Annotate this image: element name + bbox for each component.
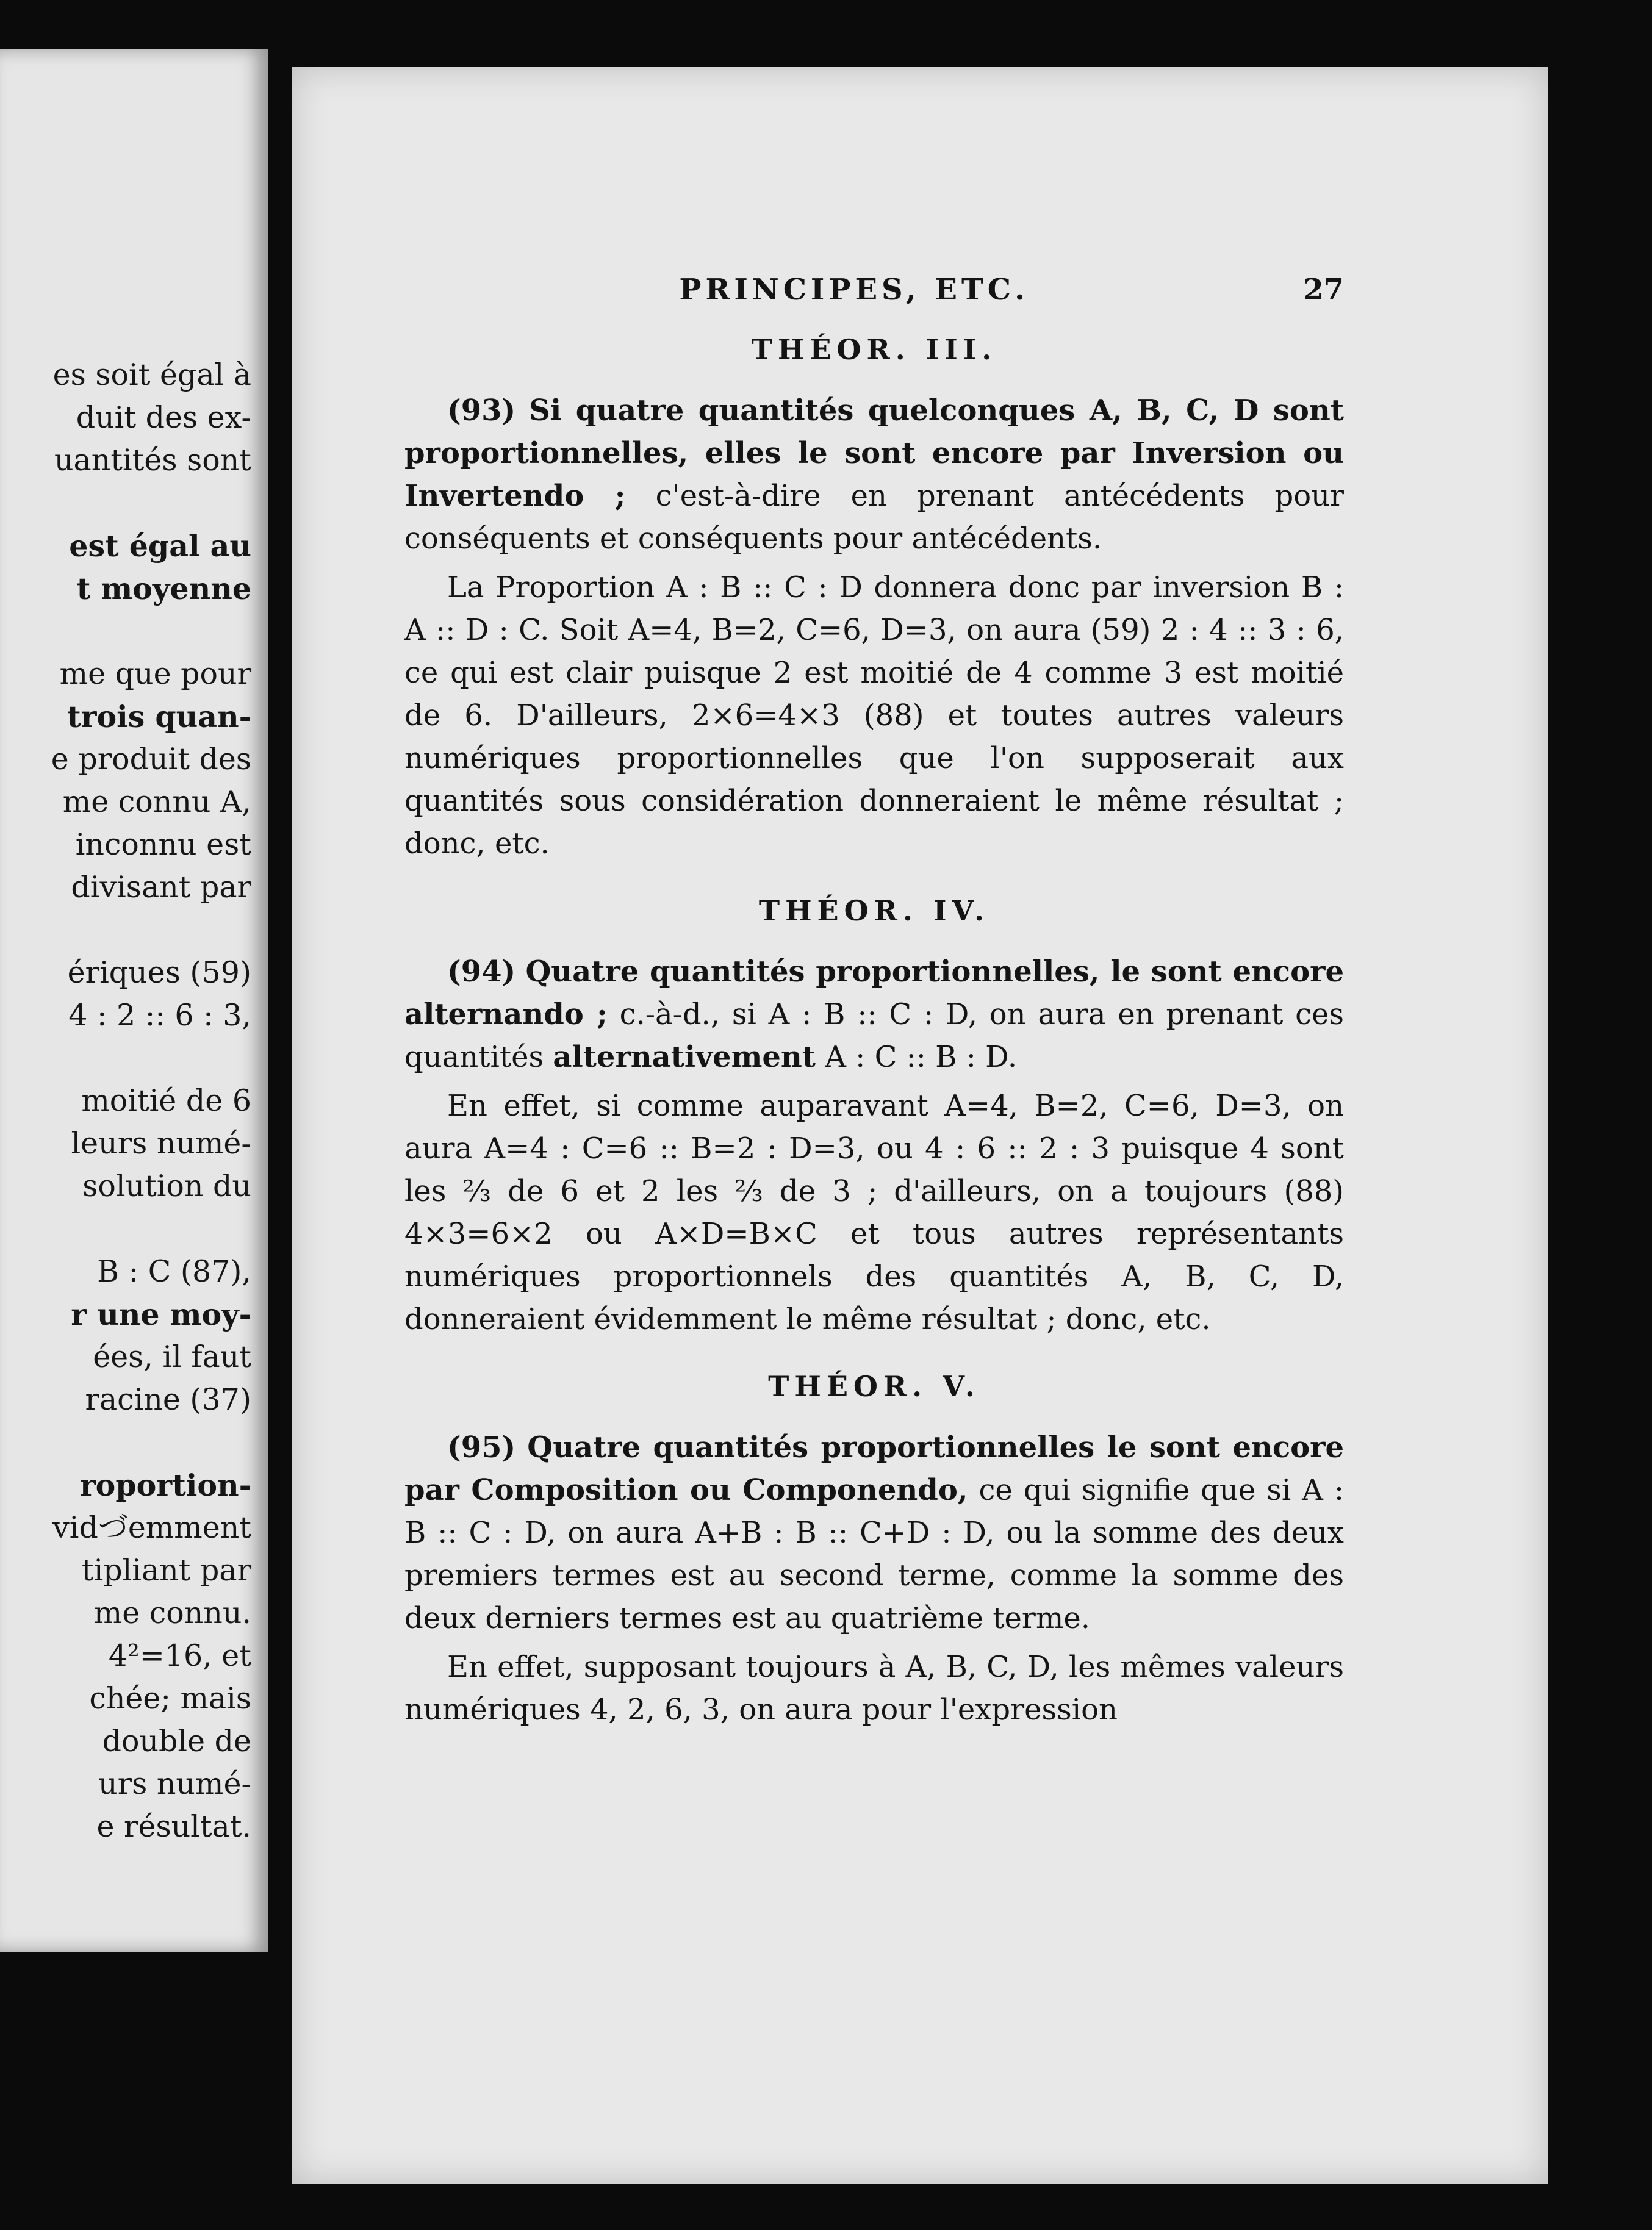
statement-text: c.-à-d., si A : B :: C : D, on aura en prenant ces quantités <box>404 997 1345 1074</box>
paragraph-number: (94) <box>447 955 516 989</box>
left-page-line: chée; mais <box>89 1681 251 1716</box>
statement-bold: Quatre quantités proportionnelles le sont encore par Composition ou Componendo, <box>404 1430 1344 1507</box>
left-page-line: e résultat. <box>96 1809 251 1844</box>
statement-bold: Si quatre quantités quelconques A, B, C, D sont proportionnelles, elles le sont encore par Inversion ou Invertendo ; <box>404 393 1344 513</box>
page-number: 27 <box>1303 273 1344 307</box>
left-page-line: solution du <box>82 1169 251 1203</box>
paragraph-number: (93) <box>447 393 516 428</box>
left-page-line: vidづemment <box>52 1510 251 1545</box>
left-page-line: ériques (59) <box>67 955 251 990</box>
left-page-line: est égal au <box>69 528 251 564</box>
left-page-line: uantités sont <box>54 443 251 478</box>
theorem-4-proof: En effet, si comme auparavant A=4, B=2, C=6, D=3, on aura A=4 : C=6 :: B=2 : D=3, ou 4 : 6 :: 2 : 3 puisque 4 sont les ⅔ de 6 et 2 les ⅔ de 3 ; d'ailleurs, on a toujours (88) 4×3=6×2 ou A×D=B×C et tous autres représentants numériques proportionnels des quantités A, B, C, D, donneraient évidemment le même résultat ; donc, etc. <box>404 1089 1344 1336</box>
theorem-3-statement <box>404 389 1344 560</box>
left-page-line: duit des ex- <box>76 400 251 435</box>
left-page-line: B : C (87), <box>97 1254 251 1289</box>
left-page-line <box>0 610 251 653</box>
theorem-3-proof: La Proportion A : B :: C : D donnera donc par inversion B : A :: D : C. Soit A=4, B=2, C=6, D=3, on aura (59) 2 : 4 :: 3 : 6, ce qui est clair puisque 2 est moitié de 4 comme 3 est moitié de 6. D'ailleurs, 2×6=4×3 (88) et toutes autres valeurs numériques proportionnelles que l'on supposerait aux quantités sous considération donneraient le même résultat ; donc, etc. <box>404 570 1344 861</box>
page-text-block <box>404 268 1344 1737</box>
left-page-line <box>0 1421 251 1464</box>
theorem-5-statement <box>404 1426 1344 1640</box>
left-page-line: double de <box>102 1724 251 1759</box>
left-page-line: racine (37) <box>85 1382 251 1417</box>
left-page-line: trois quan- <box>67 699 251 734</box>
theorem-5-proof: En effet, supposant toujours à A, B, C, D, les mêmes valeurs numériques 4, 2, 6, 3, on aura pour l'expression <box>404 1650 1344 1727</box>
left-page-line: t moyenne <box>76 571 251 606</box>
theorem-heading-5: THÉOR. V. <box>768 1370 980 1403</box>
left-page-line: urs numé- <box>98 1766 251 1801</box>
statement-text: ce qui signifie que si A : B :: C : D, on aura A+B : B :: C+D : D, ou la somme des deux premiers termes est au second terme, comme la somme des deux derniers termes est au quatrième terme. <box>404 1473 1344 1635</box>
statement-bold-2: alternativement <box>553 1040 816 1074</box>
statement-end: A : C :: B : D. <box>815 1040 1018 1074</box>
left-page-line: r une moy- <box>71 1297 251 1332</box>
left-page-line: 4 : 2 :: 6 : 3, <box>68 998 251 1033</box>
left-page-line: divisant par <box>71 870 251 905</box>
left-page-line <box>0 909 251 952</box>
left-page-line <box>0 1208 251 1250</box>
left-page-line: 4²=16, et <box>108 1638 251 1673</box>
left-page-line: es soit égal à <box>52 357 251 392</box>
left-page-line: e produit des <box>51 742 251 776</box>
left-page-text <box>0 354 251 1848</box>
left-page-line: ées, il faut <box>93 1339 251 1374</box>
page <box>292 67 1548 2184</box>
running-title: PRINCIPES, ETC. <box>679 273 1029 307</box>
left-page-line: roportion- <box>79 1468 251 1503</box>
left-page-line: me connu. <box>93 1596 251 1630</box>
left-page-line <box>0 1037 251 1080</box>
running-head <box>404 268 1344 311</box>
left-page-line: leurs numé- <box>71 1126 251 1161</box>
left-page-line: moitié de 6 <box>81 1083 251 1118</box>
statement-bold: Quatre quantités proportionnelles, le sont encore alternando ; <box>404 955 1344 1031</box>
left-page-line <box>0 482 251 525</box>
left-page-line: tipliant par <box>81 1553 251 1588</box>
left-page-line: me connu A, <box>62 784 251 819</box>
left-page-line: me que pour <box>59 656 251 691</box>
left-page-fragment <box>0 49 268 1952</box>
theorem-heading-3: THÉOR. III. <box>751 333 997 366</box>
left-page-line: inconnu est <box>75 827 251 862</box>
statement-text: c'est-à-dire en prenant antécédents pour conséquents et conséquents pour antécédents. <box>404 479 1345 556</box>
paragraph-number: (95) <box>447 1430 516 1465</box>
theorem-heading-4: THÉOR. IV. <box>758 894 990 927</box>
theorem-4-statement <box>404 950 1344 1078</box>
